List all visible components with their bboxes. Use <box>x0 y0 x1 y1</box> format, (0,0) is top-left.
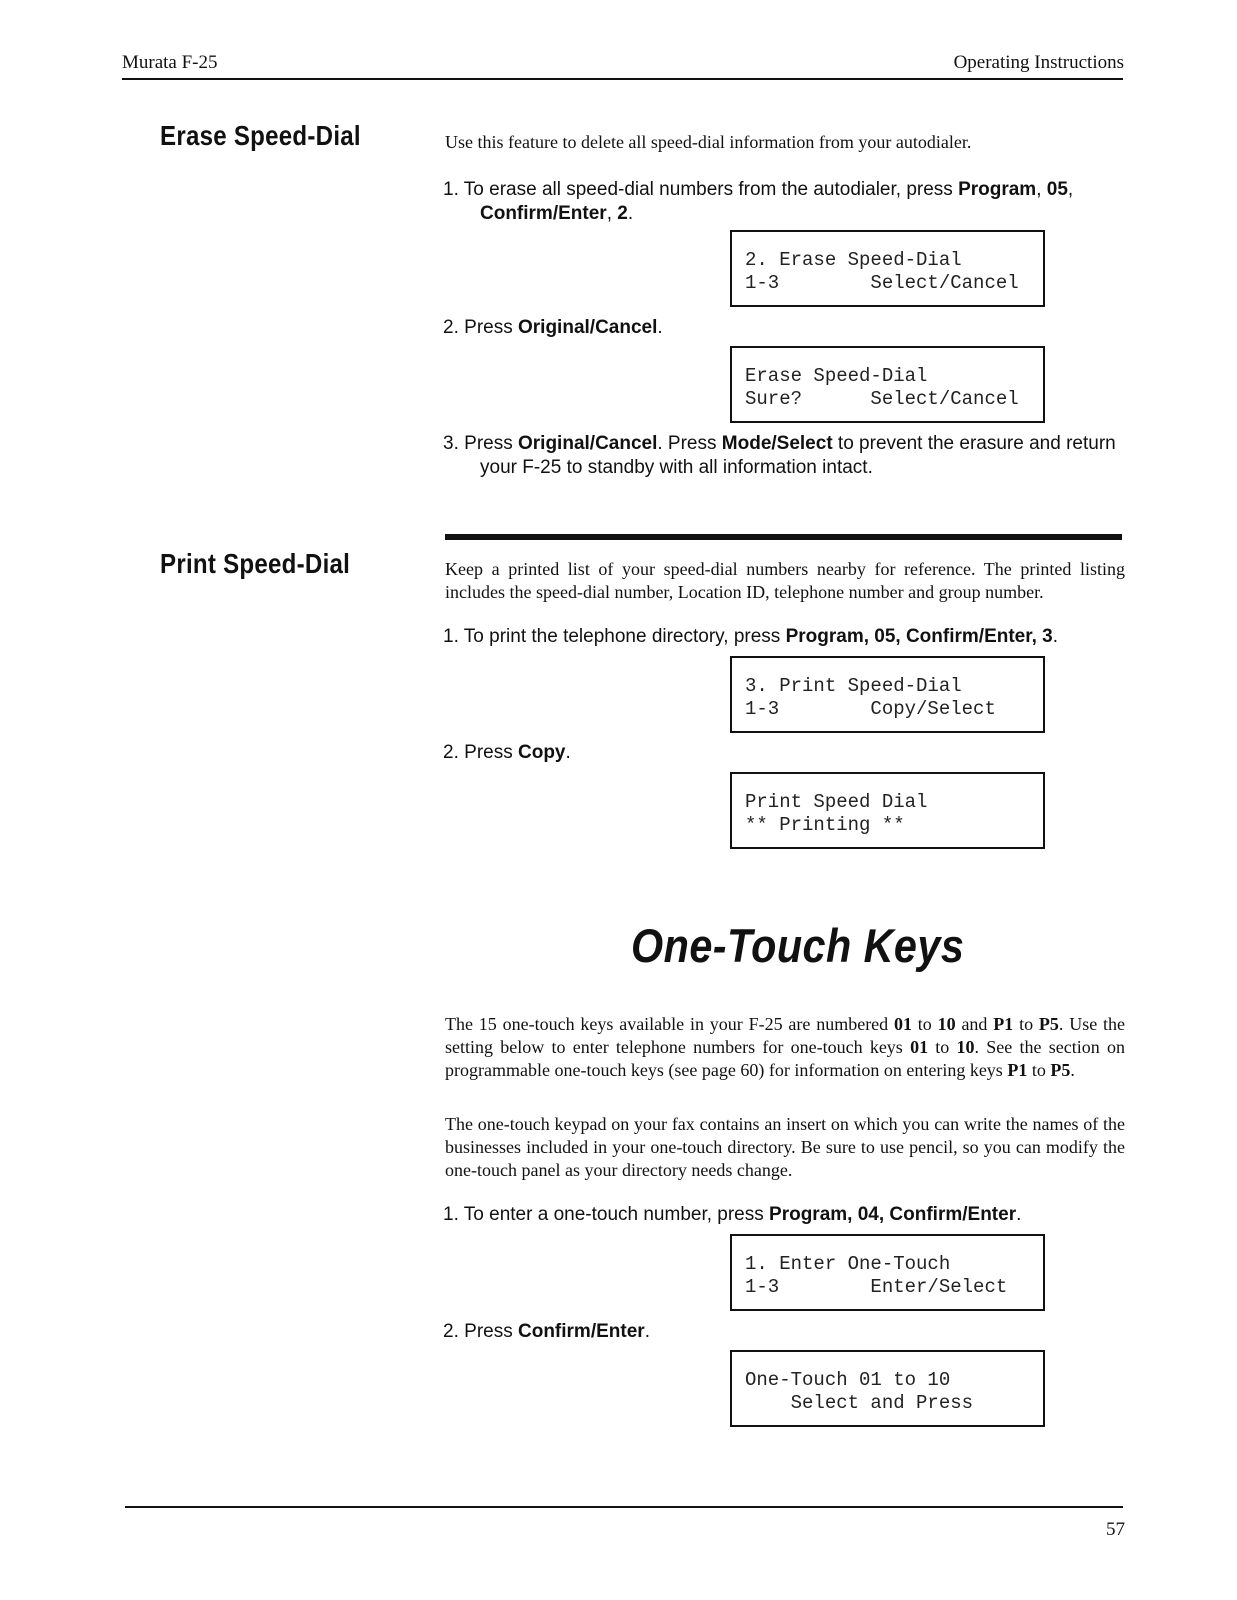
erase-step-3: 3. Press Original/Cancel. Press Mode/Select to prevent the erasure and return your F-25 to standby with all information intact. <box>443 433 1116 478</box>
lcd-line-2: Select and Press <box>745 1392 974 1414</box>
lcd-line-1: 1. Enter One-Touch <box>745 1253 951 1275</box>
lcd-display <box>730 346 1045 423</box>
lcd-display <box>730 230 1045 307</box>
lcd-line-2: 1-3 Select/Cancel <box>745 272 1019 294</box>
lcd-line-1: One-Touch 01 to 10 <box>745 1369 951 1391</box>
one-touch-keys-title: One-Touch Keys <box>631 919 965 972</box>
lcd-line-2: ** Printing ** <box>745 814 905 836</box>
one-touch-para-2: The one-touch keypad on your fax contains an insert on which you can write the names of the businesses included in your one-touch directory. Be sure to use pencil, so you can modify the one-touch panel as your directory needs change. <box>445 1114 1125 1180</box>
section-divider <box>445 534 1122 540</box>
erase-step-1: 1. To erase all speed-dial numbers from the autodialer, press Program, 05, Confirm/Enter, 2. <box>443 179 1074 224</box>
print-speed-dial-heading: Print Speed-Dial <box>160 548 351 579</box>
lcd-display <box>730 772 1045 849</box>
print-intro: Keep a printed list of your speed-dial numbers nearby for reference. The printed listing includes the speed-dial number, Location ID, telephone number and group number. <box>445 559 1125 602</box>
one-touch-step-1: 1. To enter a one-touch number, press Program, 04, Confirm/Enter. <box>443 1204 1022 1225</box>
erase-speed-dial-heading: Erase Speed-Dial <box>160 120 361 151</box>
one-touch-para-1: The 15 one-touch keys available in your F-25 are numbered 01 to 10 and P1 to P5. Use the setting below to enter telephone numbers for one-touch keys 01 to 10. See the section on programmable one-touch keys (see page 60) for information on entering keys P1 to P5. <box>445 1014 1125 1080</box>
page-number: 57 <box>1106 1519 1125 1540</box>
erase-step-2: 2. Press Original/Cancel. <box>443 317 663 338</box>
header-divider <box>122 78 1123 80</box>
lcd-line-1: 3. Print Speed-Dial <box>745 675 962 697</box>
lcd-display <box>730 1234 1045 1311</box>
lcd-line-2: 1-3 Enter/Select <box>745 1276 1008 1298</box>
lcd-line-1: 2. Erase Speed-Dial <box>745 249 962 271</box>
lcd-display <box>730 1350 1045 1427</box>
erase-intro: Use this feature to delete all speed-dial information from your autodialer. <box>445 132 972 152</box>
running-header-title: Operating Instructions <box>953 52 1124 73</box>
footer-divider <box>125 1506 1123 1508</box>
lcd-line-1: Print Speed Dial <box>745 791 928 813</box>
lcd-line-2: 1-3 Copy/Select <box>745 698 996 720</box>
running-header-model: Murata F-25 <box>122 52 218 73</box>
lcd-line-2: Sure? Select/Cancel <box>745 388 1019 410</box>
lcd-display <box>730 656 1045 733</box>
print-step-2: 2. Press Copy. <box>443 742 571 763</box>
print-step-1: 1. To print the telephone directory, press Program, 05, Confirm/Enter, 3. <box>443 626 1058 647</box>
one-touch-step-2: 2. Press Confirm/Enter. <box>443 1321 650 1342</box>
lcd-line-1: Erase Speed-Dial <box>745 365 928 387</box>
